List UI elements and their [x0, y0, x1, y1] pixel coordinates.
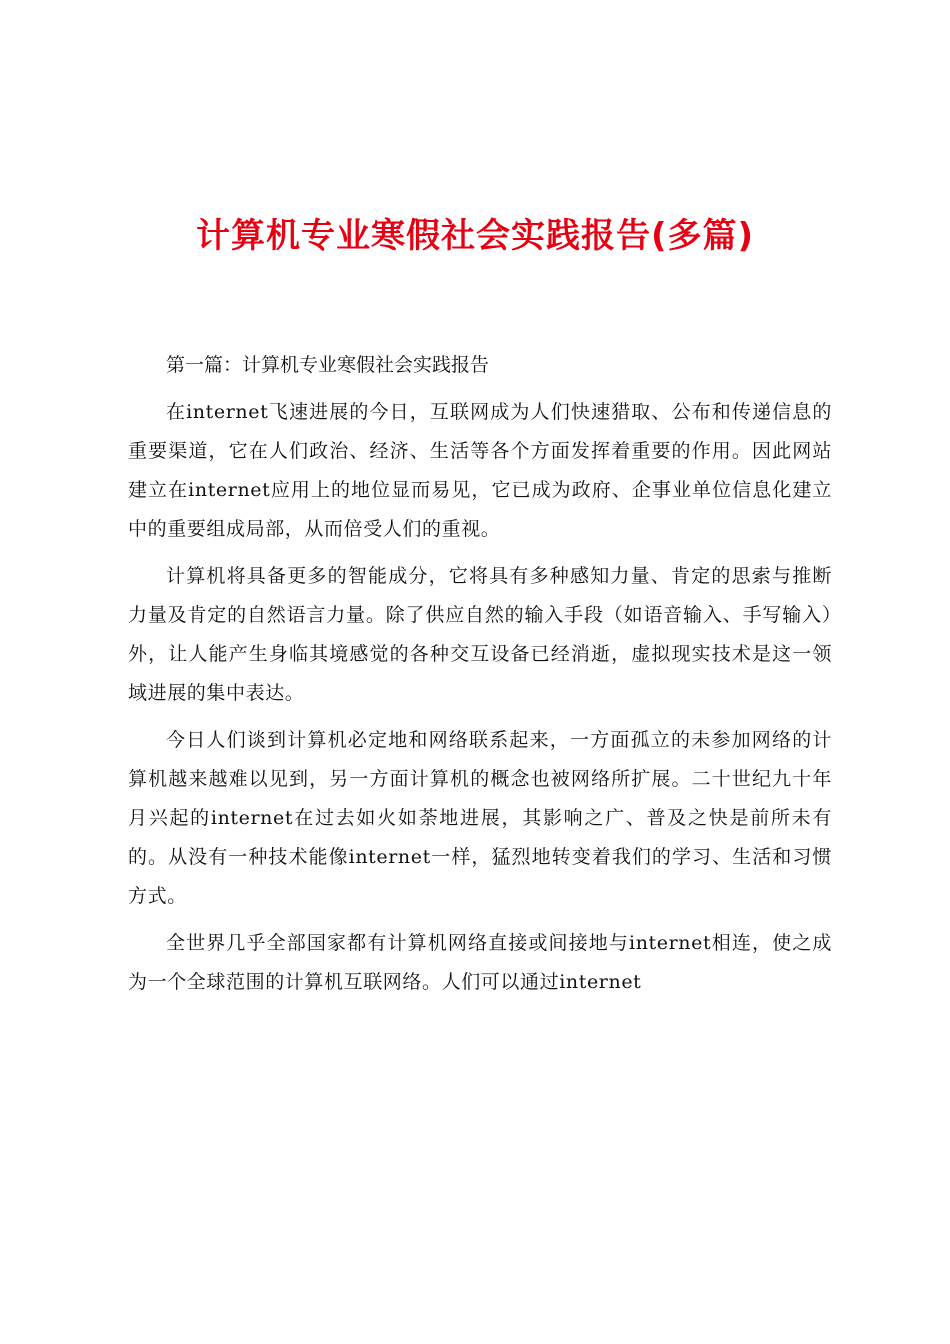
paragraph: 今日人们谈到计算机必定地和网络联系起来，一方面孤立的未参加网络的计算机越来越难以见到，另一方面计算机的概念也被网络所扩展。二十世纪九十年月兴起的internet在过去如火如荼地进展，其影响之广、普及之快是前所未有的。从没有一种技术能像internet一样，猛烈地转变着我们的学习、生活和习惯方式。: [128, 729, 832, 907]
section-heading: 第一篇：计算机专业寒假社会实践报告: [166, 354, 490, 376]
paragraph: 全世界几乎全部国家都有计算机网络直接或间接地与internet相连，使之成为一个全球范围的计算机互联网络。人们可以通过internet: [128, 932, 832, 993]
paragraph: 在internet飞速进展的今日，互联网成为人们快速猎取、公布和传递信息的重要渠道，它在人们政治、经济、生活等各个方面发挥着重要的作用。因此网站建立在internet应用上的地位显而易见，它已成为政府、企事业单位信息化建立中的重要组成局部，从而倍受人们的重视。: [128, 401, 832, 540]
paragraph: 计算机将具备更多的智能成分，它将具有多种感知力量、肯定的思索与推断力量及肯定的自然语言力量。除了供应自然的输入手段（如语音输入、手写输入）外，让人能产生身临其境感觉的各种交互设备已经消逝，虚拟现实技术是这一领域进展的集中表达。: [128, 565, 832, 704]
document-title: 计算机专业寒假社会实践报告(多篇): [195, 216, 755, 256]
document-body: [128, 346, 832, 1010]
